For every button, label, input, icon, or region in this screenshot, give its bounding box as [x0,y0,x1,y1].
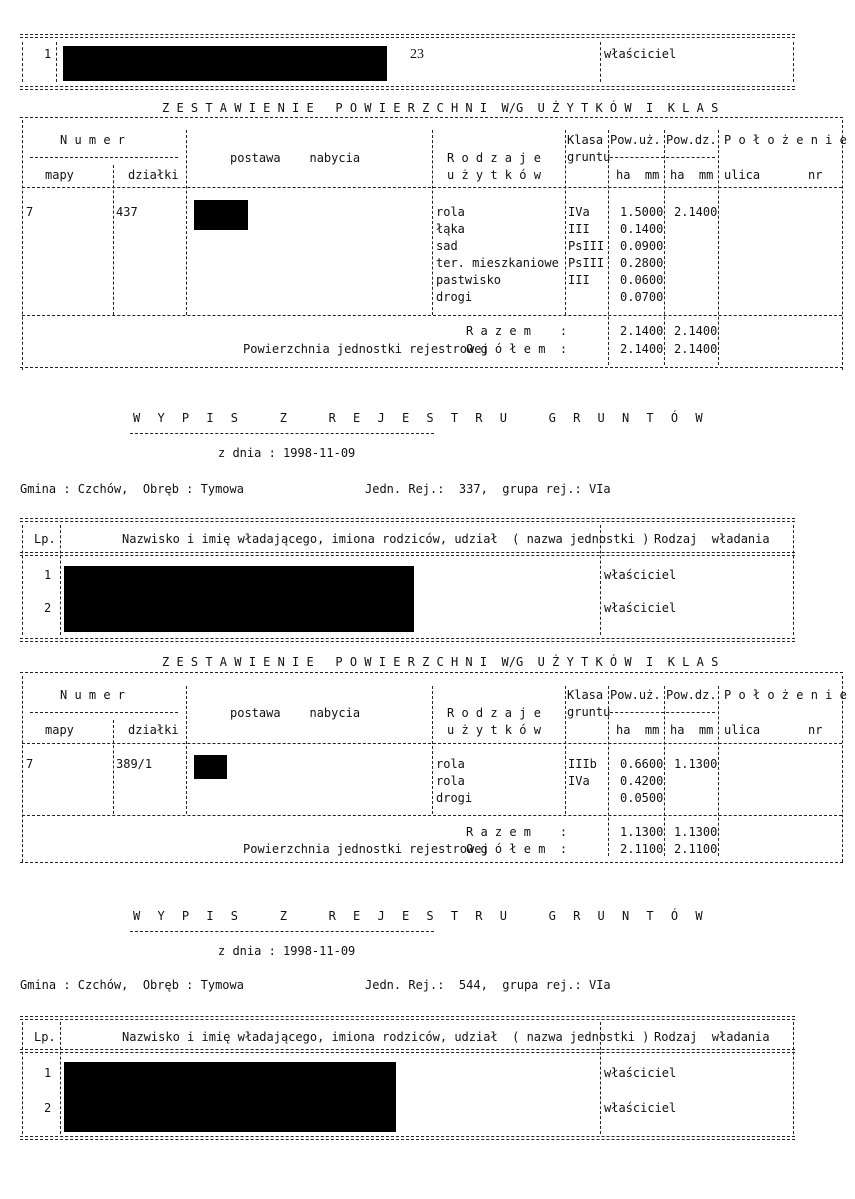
header-dzialki: działki [128,723,179,737]
rule [20,367,843,368]
header-postawa: postawa nabycia [230,151,361,165]
cell-klasa: IVa [568,774,590,788]
cell-mapy: 7 [26,205,34,219]
header-lp: Lp. [34,1030,56,1044]
razem-pow-dz: 1.1300 [674,825,718,839]
cell-uzytek: rola [436,205,465,219]
header-gruntu: gruntu [567,705,611,719]
ownership-type: właściciel [604,47,677,61]
header-uzytkow: u ż y t k ó w [447,723,541,737]
cell-klasa: IIIb [568,757,597,771]
header-pow-dz: Pow.dz. [666,133,717,147]
extract-title: W Y P I S Z R E J E S T R U G R U N T Ó W [133,411,708,425]
header-ha-mm: ha mm [616,168,660,182]
header-nr: nr [808,723,823,737]
border [186,130,187,315]
rule [22,315,842,316]
header-ha-mm: ha mm [670,723,714,737]
rule [20,117,843,118]
header-ha-mm: ha mm [616,723,660,737]
header-klasa: Klasa [567,133,604,147]
border [565,130,566,315]
rule [20,862,843,863]
rule [20,672,843,673]
rule [22,187,842,188]
header-pow-uz: Pow.uż. [610,688,661,702]
owner-lp: 2 [44,1101,52,1115]
header-mapy: mapy [45,723,74,737]
ogolem-caption: Powierzchnia jednostki rejestrowej [243,342,489,356]
header-numer: N u m e r [60,688,126,702]
header-pow-uz: Pow.uż. [610,133,661,147]
header-ha-mm: ha mm [670,168,714,182]
border [718,686,719,856]
cell-klasa: III [568,273,590,287]
redaction-block [64,1062,396,1132]
border [432,130,433,315]
double-rule [20,86,795,90]
cell-klasa: III [568,222,590,236]
cell-pow-uz: 0.2800 [620,256,664,270]
cell-uzytek: rola [436,757,465,771]
border [842,676,843,862]
cell-uzytek: ter. mieszkaniowe [436,256,559,270]
header-ulica: ulica [724,723,761,737]
border [842,120,843,370]
header-rodzaje: R o d z a j e [447,151,541,165]
header-owner: Nazwisko i imię władającego, imiona rodziców, udział ( nazwa jednostki ) [122,532,650,546]
cell-pow-uz: 0.0600 [620,273,664,287]
owner-lp: 2 [44,601,52,615]
header-lp: Lp. [34,532,56,546]
border [718,130,719,365]
double-rule [20,518,795,522]
owner-rodzaj: właściciel [604,568,677,582]
rule [22,815,842,816]
extract-date: z dnia : 1998-11-09 [218,944,356,958]
cell-dzialka: 389/1 [116,757,153,771]
cell-uzytek: drogi [436,290,473,304]
border [608,130,609,365]
header-ulica: ulica [724,168,761,182]
extract-location: Gmina : Czchów, Obręb : Tymowa [20,978,244,992]
header-polozenie: P o ł o ż e n i e [724,133,847,147]
ogolem-caption: Powierzchnia jednostki rejestrowej [243,842,489,856]
double-rule [20,1016,795,1020]
header-nr: nr [808,168,823,182]
border [600,42,601,82]
double-rule [20,638,795,642]
border [664,130,665,365]
border [793,42,794,82]
redaction-block [194,755,227,779]
cell-uzytek: łąka [436,222,465,236]
header-klasa: Klasa [567,688,604,702]
header-gruntu: gruntu [567,150,611,164]
ogolem-pow-uz: 2.1400 [620,342,664,356]
cell-uzytek: sad [436,239,458,253]
ogolem-pow-uz: 2.1100 [620,842,664,856]
border [113,720,114,814]
header-uzytkow: u ż y t k ó w [447,168,541,182]
rule [130,931,434,932]
header-polozenie: P o ł o ż e n i e [724,688,847,702]
rule [22,743,842,744]
owner-rodzaj: właściciel [604,601,677,615]
page-number: 23 [410,47,424,62]
cell-dzialka: 437 [116,205,138,219]
razem-label: R a z e m : [466,324,568,338]
border [22,676,23,862]
header-numer: N u m e r [60,133,126,147]
header-rodzaje: R o d z a j e [447,706,541,720]
cell-pow-uz: 0.4200 [620,774,664,788]
cell-pow-uz: 1.5000 [620,205,664,219]
border [793,1022,794,1134]
ogolem-pow-dz: 2.1100 [674,842,718,856]
section-title: Z E S T A W I E N I E P O W I E R Z C H N I W/G U Ż Y T K Ó W I K L A S [162,101,719,115]
cell-pow-uz: 0.1400 [620,222,664,236]
cell-klasa: PsIII [568,256,605,270]
extract-title: W Y P I S Z R E J E S T R U G R U N T Ó W [133,909,708,923]
double-rule [20,34,795,38]
cell-klasa: PsIII [568,239,605,253]
header-dzialki: działki [128,168,179,182]
cell-uzytek: drogi [436,791,473,805]
ogolem-pow-dz: 2.1400 [674,342,718,356]
header-postawa: postawa nabycia [230,706,361,720]
owner-rodzaj: właściciel [604,1066,677,1080]
rule [610,157,715,158]
ogolem-label: O g ó ł e m : [466,342,568,356]
razem-pow-uz: 1.1300 [620,825,664,839]
rule [30,712,178,713]
row-lp: 1 [44,47,52,61]
double-rule [20,552,795,556]
razem-pow-dz: 2.1400 [674,324,718,338]
border [56,42,57,82]
owner-rodzaj: właściciel [604,1101,677,1115]
cell-pow-dz: 2.1400 [674,205,718,219]
border [186,686,187,814]
rule [130,433,434,434]
extract-unit: Jedn. Rej.: 544, grupa rej.: VIa [365,978,611,992]
border [22,1022,23,1134]
redaction-block [63,46,387,81]
border [22,525,23,635]
header-rodzaj: Rodzaj władania [654,532,770,546]
header-rodzaj: Rodzaj władania [654,1030,770,1044]
ogolem-label: O g ó ł e m : [466,842,568,856]
border [22,120,23,370]
cell-uzytek: pastwisko [436,273,502,287]
double-rule [20,1136,795,1140]
owner-lp: 1 [44,568,52,582]
border [565,686,566,814]
border [60,525,61,635]
cell-pow-uz: 0.6600 [620,757,664,771]
header-pow-dz: Pow.dz. [666,688,717,702]
cell-uzytek: rola [436,774,465,788]
border [432,686,433,814]
rule [610,712,715,713]
extract-location: Gmina : Czchów, Obręb : Tymowa [20,482,244,496]
header-mapy: mapy [45,168,74,182]
section-title: Z E S T A W I E N I E P O W I E R Z C H N I W/G U Ż Y T K Ó W I K L A S [162,655,719,669]
rule [30,157,178,158]
header-owner: Nazwisko i imię władającego, imiona rodziców, udział ( nazwa jednostki ) [122,1030,650,1044]
extract-unit: Jedn. Rej.: 337, grupa rej.: VIa [365,482,611,496]
cell-pow-uz: 0.0700 [620,290,664,304]
cell-pow-dz: 1.1300 [674,757,718,771]
extract-date: z dnia : 1998-11-09 [218,446,356,460]
border [793,525,794,635]
cell-klasa: IVa [568,205,590,219]
border [60,1022,61,1134]
razem-pow-uz: 2.1400 [620,324,664,338]
cell-pow-uz: 0.0500 [620,791,664,805]
owner-lp: 1 [44,1066,52,1080]
redaction-block [64,566,414,632]
border [22,42,23,82]
razem-label: R a z e m : [466,825,568,839]
redaction-block [194,200,248,230]
double-rule [20,1049,795,1053]
cell-pow-uz: 0.0900 [620,239,664,253]
cell-mapy: 7 [26,757,34,771]
